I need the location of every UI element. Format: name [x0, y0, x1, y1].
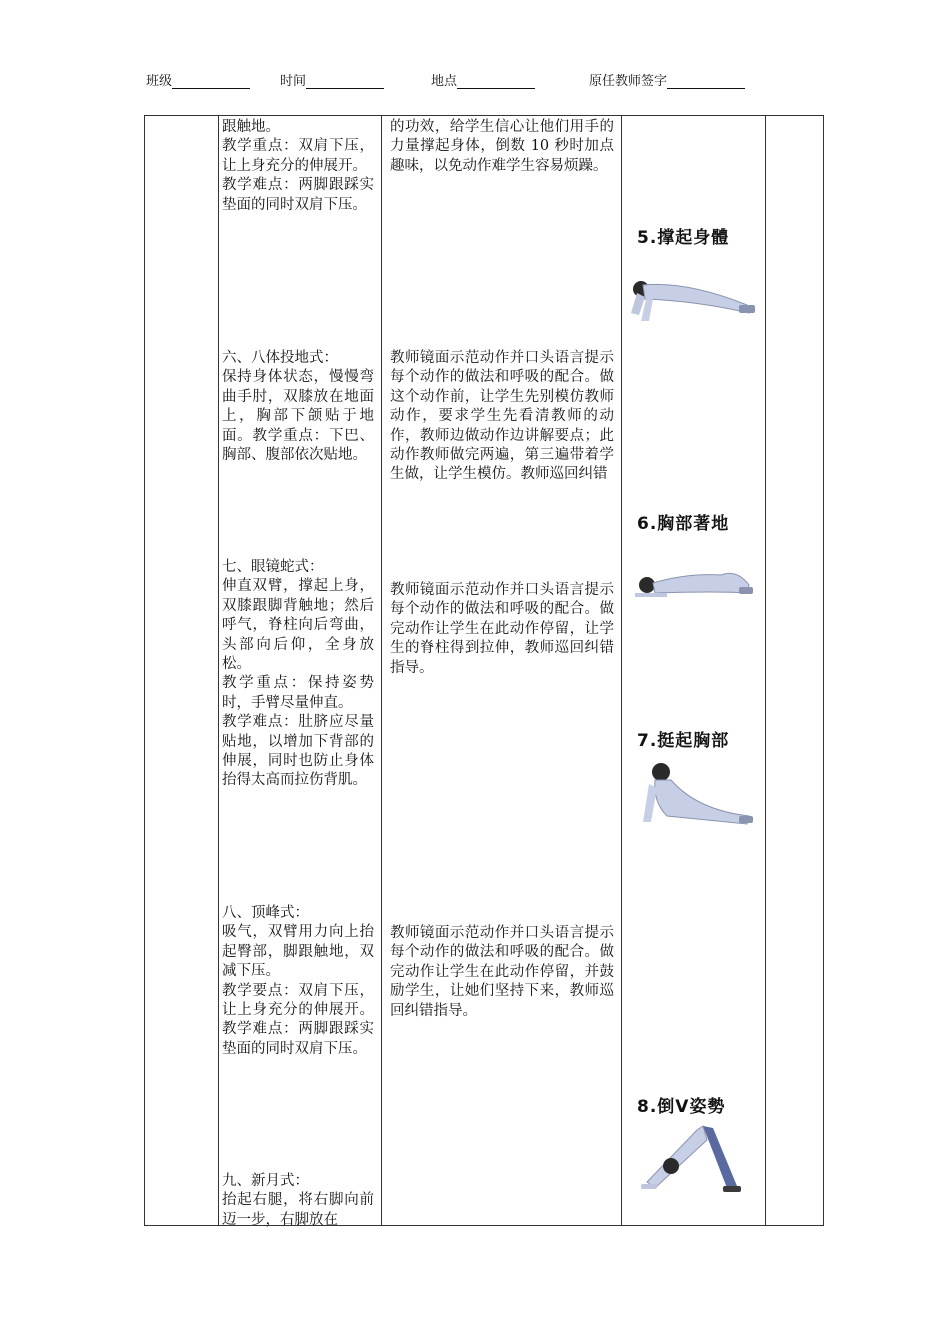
class-label: 班级: [146, 74, 173, 89]
figure-caption: 7.挺起胸部: [637, 731, 730, 751]
chest-down-illustration: [627, 533, 763, 603]
content-text: 教学重点：双肩下压，让上身充分的伸展开。: [222, 138, 374, 174]
column-divider: [621, 116, 622, 1225]
content-text: 教学要点：双肩下压，让上身充分的伸展开。教学难点：两脚跟踩实垫面的同时双肩下压。: [222, 982, 374, 1057]
content-text: 教学难点：两脚跟踩实垫面的同时双肩下压。: [222, 177, 374, 213]
figure-chest-down: [627, 509, 763, 603]
content-cell-peak: [222, 904, 374, 1059]
content-text: 教学难点：肚脐应尽量贴地，以增加下背部的伸展，同时也防止身体抬得太高而拉伤背肌。: [222, 714, 374, 789]
figure-chest-lift: [627, 726, 763, 830]
content-text: 八、顶峰式：: [222, 905, 309, 921]
figure-inverted-v: [627, 1092, 763, 1196]
content-cell-crescent: [222, 1172, 374, 1230]
figure-caption: 6.胸部著地: [637, 514, 730, 534]
method-text: 教师镜面示范动作并口头语言提示每个动作的做法和呼吸的配合。做完动作让学生在此动作停留，让学生的脊柱得到拉伸，教师巡回纠错指导。: [390, 582, 614, 676]
method-cell-cobra: [390, 581, 614, 678]
plank-pose-illustration: [627, 247, 763, 327]
time-blank: [306, 74, 384, 89]
content-cell-eight-limbs: [222, 349, 374, 465]
figure-caption: 5.撑起身體: [637, 228, 730, 248]
class-blank: [172, 74, 250, 89]
class-field: [146, 70, 250, 89]
column-divider: [381, 116, 382, 1225]
method-text: 教师镜面示范动作并口头语言提示每个动作的做法和呼吸的配合。做完动作让学生在此动作停留，并鼓励学生，让她们坚持下来，教师巡回纠错指导。: [390, 925, 614, 1019]
signature-label: 原任教师签字: [589, 74, 668, 89]
method-text: 教师镜面示范动作并口头语言提示每个动作的做法和呼吸的配合。做这个动作前，让学生先别模仿教师动作，要求学生先看清教师的动作，教师边做动作边讲解要点；此动作教师做完两遍，第三遍带着学生做，让学生模仿。教师巡回纠错: [390, 350, 614, 483]
content-text: 六、八体投地式：: [222, 350, 338, 366]
content-text: 七、眼镜蛇式：: [222, 559, 324, 575]
content-text: 抬起右腿，将右脚向前迈一步，右脚放在: [222, 1192, 374, 1228]
content-text: 教学重点：保持姿势时，手臂尽量伸直。: [222, 675, 374, 711]
column-divider: [218, 116, 219, 1225]
place-blank: [457, 74, 535, 89]
lesson-plan-table: [144, 115, 824, 1226]
cobra-pose-illustration: [627, 750, 763, 830]
form-header: [0, 70, 950, 90]
content-text: 九、新月式：: [222, 1173, 309, 1189]
signature-blank: [667, 74, 745, 89]
content-text: 吸气，双臂用力向上抬起臀部，脚跟触地，双减下压。: [222, 924, 374, 980]
column-divider: [765, 116, 766, 1225]
figure-caption: 8.倒V姿勢: [637, 1097, 726, 1117]
method-cell-continuation: [390, 118, 614, 176]
time-field: [280, 70, 384, 89]
content-text: 跟触地。: [222, 119, 280, 135]
time-label: 时间: [280, 74, 307, 89]
method-cell-peak: [390, 924, 614, 1021]
figure-push-up: [627, 223, 763, 327]
place-field: [431, 70, 535, 89]
place-label: 地点: [431, 74, 458, 89]
content-cell-continuation: [222, 118, 374, 215]
signature-field: [589, 70, 745, 89]
content-cell-cobra: [222, 558, 374, 791]
content-text: 保持身体状态，慢慢弯曲手肘，双膝放在地面上，胸部下颌贴于地面。教学重点：下巴、胸部、腹部依次贴地。: [222, 369, 374, 464]
downward-dog-illustration: [627, 1116, 763, 1196]
method-text: 的功效，给学生信心让他们用手的力量撑起身体，倒数 10 秒时加点趣味，以免动作难学生容易烦躁。: [390, 119, 614, 174]
method-cell-eight-limbs: [390, 349, 614, 485]
content-text: 伸直双臂，撑起上身，双膝跟脚背触地；然后呼气，脊柱向后弯曲，头部向后仰，全身放松。: [222, 578, 374, 673]
